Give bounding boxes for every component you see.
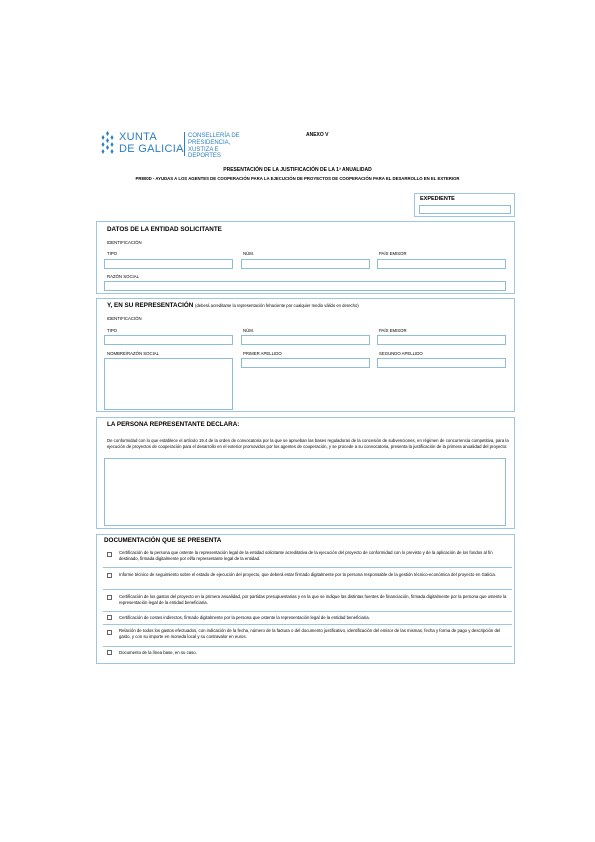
entidad-identificacion-label: IDENTIFICACIÓN: [107, 240, 142, 245]
xunta-emblem-icon: [99, 131, 116, 155]
rep-nombre-label: NOMBRE/RAZÓN SOCIAL: [107, 351, 160, 356]
expediente-box: [414, 193, 515, 217]
doc-checkbox[interactable]: [107, 552, 112, 557]
doc-checkbox[interactable]: [107, 595, 112, 600]
entidad-tipo-input[interactable]: [104, 259, 233, 269]
rep-apellido2-input[interactable]: [377, 358, 506, 368]
rep-apellido1-input[interactable]: [241, 358, 370, 368]
declara-text: De conformidad con lo que establece el artículo 19.4 de la orden de convocatoria por la que se aprueban las bases reguladoras de la concesión de subvenciones, en régimen de concurrencia competitiva, para la ejecución de proyectos de cooperación para el desarrollo en el exterior promovidos por los agentes de cooperación, y se procede a su convocatoria, presenta la justificación de la primera anualidad del proyecto:: [107, 438, 509, 450]
doc-item: [103, 590, 512, 612]
doc-checkbox[interactable]: [107, 573, 112, 578]
doc-checkbox[interactable]: [107, 615, 112, 620]
entidad-num-input[interactable]: [241, 259, 370, 269]
declara-textarea[interactable]: [104, 458, 506, 526]
entidad-num-label: NÚM.: [243, 251, 254, 256]
representante-title-text: Y, EN SU REPRESENTACIÓN: [107, 302, 194, 309]
doc-item: [103, 625, 512, 647]
representante-note: (deberá acreditarse la representación fehaciente por cualquier medio válido en derecho): [195, 303, 359, 308]
logo-line1: XUNTA: [119, 131, 157, 143]
declara-section: [96, 417, 515, 529]
entidad-pais-label: PAÍS EMISOR: [379, 251, 407, 256]
doc-item-text: Relación de todos los gastos efectuados, con indicación de la fecha, número de la factura o del documento justificativo, identificación del emisor de las mismas, fecha y forma de pago y descripción del gasto, y con su importe en moneda local y su contravalor en euros.: [119, 628, 501, 640]
dept-line1: CONSELLERÍA DE: [188, 133, 240, 139]
entidad-tipo-label: TIPO: [107, 251, 118, 256]
doc-item-text: Certificación de los gastos del proyecto en la primera anualidad, por partidas presupuestarias y en la que se indique las distintas fuentes de financiación, firmada digitalmente por la persona que ostente la representación legal de la entidad beneficiaria.: [119, 594, 507, 606]
entidad-razon-label: RAZÓN SOCIAL: [107, 274, 139, 279]
declara-title: LA PERSONA REPRESENTANTE DECLARA:: [107, 421, 240, 428]
rep-nombre-input[interactable]: [104, 358, 233, 410]
logo-line2: DE GALICIA: [119, 143, 184, 155]
entidad-razon-input[interactable]: [104, 281, 506, 291]
doc-item: [103, 546, 512, 568]
doc-item: [103, 647, 512, 661]
rep-tipo-input[interactable]: [104, 335, 233, 345]
annex-label: ANEXO V: [306, 132, 329, 138]
rep-num-label: NÚM.: [243, 328, 254, 333]
rep-apellido1-label: PRIMER APELLIDO: [243, 351, 282, 356]
doc-item-text: Certificación de la persona que ostente la representación legal de la entidad solicitante acreditativa de la ejecución del proyecto de conformidad con lo previsto y de la aplicación de los fondos al fin destinado, firmada digitalmente por el/la representante legal de la entidad.: [119, 550, 493, 562]
dept-line3: XUSTIZA E DEPORTES: [188, 147, 221, 159]
logo-divider: [184, 132, 185, 156]
doc-item-text: Certificación de costes indirectos, firmado digitalmente por la persona que ostente la representación legal de la entidad beneficiaria.: [119, 615, 370, 620]
doc-item: [103, 612, 512, 625]
entidad-section: [96, 221, 515, 294]
xunta-logo: [99, 130, 249, 158]
entidad-title: DATOS DE LA ENTIDAD SOLICITANTE: [107, 226, 222, 233]
dept-line2: PRESIDENCIA,: [188, 140, 231, 146]
rep-pais-input[interactable]: [377, 335, 506, 345]
form-title: PRESENTACIÓN DE LA JUSTIFICACIÓN DE LA 1ª ANUALIDAD: [223, 167, 372, 173]
expediente-input[interactable]: [419, 205, 511, 214]
rep-identificacion-label: IDENTIFICACIÓN: [107, 316, 142, 321]
form-subtitle: PR800D - AYUDAS A LOS AGENTES DE COOPERACIÓN PARA LA EJECUCIÓN DE PROYECTOS DE COOPERACIÓN PARA EL DESARROLLO EN EL EXTERIOR: [135, 176, 460, 181]
entidad-pais-input[interactable]: [377, 259, 506, 269]
doc-item-text: Documento de la línea base, en su caso.: [119, 650, 197, 655]
representante-section: [96, 298, 515, 412]
expediente-label: EXPEDIENTE: [420, 196, 455, 202]
representante-title: [107, 302, 359, 309]
doc-checkbox[interactable]: [107, 650, 112, 655]
rep-apellido2-label: SEGUNDO APELLIDO: [379, 351, 423, 356]
rep-pais-label: PAÍS EMISOR: [379, 328, 407, 333]
doc-checkbox[interactable]: [107, 630, 112, 635]
documentacion-title: DOCUMENTACIÓN QUE SE PRESENTA: [104, 537, 222, 544]
doc-item: [103, 568, 512, 590]
rep-num-input[interactable]: [241, 335, 370, 345]
rep-tipo-label: TIPO: [107, 328, 118, 333]
doc-item-text: Informe técnico de seguimiento sobre el estado de ejecución del proyecto, que deberá estar firmado digitalmente por la persona responsable de la gestión técnico-económica del proyecto en Galicia.: [119, 572, 496, 577]
